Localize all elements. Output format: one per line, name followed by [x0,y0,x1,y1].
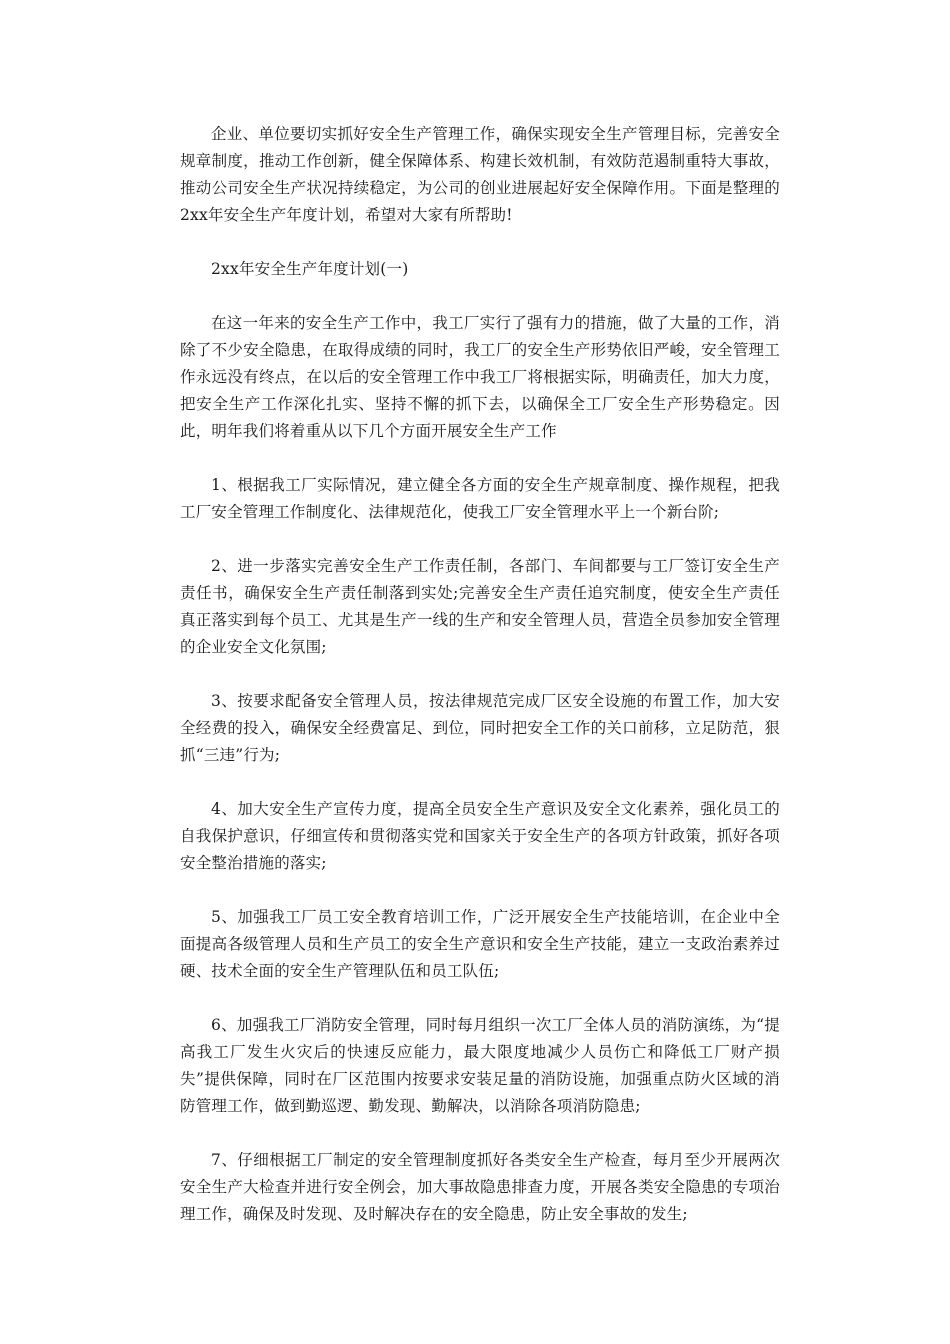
plan-item-2: 2、进一步落实完善安全生产工作责任制，各部门、车间都要与工厂签订安全生产责任书，确保安全生产责任制落到实处;完善安全生产责任追究制度，使安全生产责任真正落实到每个员工、尤其是生产一线的生产和安全管理人员，营造全员参加安全管理的企业安全文化氛围; [180,557,780,656]
intro-paragraph: 企业、单位要切实抓好安全生产管理工作，确保实现安全生产管理目标，完善安全规章制度，推动工作创新，健全保障体系、构建长效机制，有效防范遏制重特大事故，推动公司安全生产状况持续稳定，为公司的创业进展起好安全保障作用。下面是整理的2xx年安全生产年度计划，希望对大家有所帮助! [180,125,780,224]
plan-item-3: 3、按要求配备安全管理人员，按法律规范完成厂区安全设施的布置工作，加大安全经费的投入，确保安全经费富足、到位，同时把安全工作的关口前移，立足防范，狠抓“三违”行为; [180,692,780,764]
plan-item-6: 6、加强我工厂消防安全管理，同时每月组织一次工厂全体人员的消防演练，为“提高我工厂发生火灾后的快速反应能力，最大限度地减少人员伤亡和降低工厂财产损失”提供保障，同时在厂区范围内按要求安装足量的消防设施，加强重点防火区域的消防管理工作，做到勤巡逻、勤发现、勤解决，以消除各项消防隐患; [180,1016,780,1115]
plan-item-5: 5、加强我工厂员工安全教育培训工作，广泛开展安全生产技能培训，在企业中全面提高各级管理人员和生产员工的安全生产意识和安全生产技能，建立一支政治素养过硬、技术全面的安全生产管理队伍和员工队伍; [180,908,780,980]
plan-item-4: 4、加大安全生产宣传力度，提高全员安全生产意识及安全文化素养，强化员工的自我保护意识，仔细宣传和贯彻落实党和国家关于安全生产的各项方针政策，抓好各项安全整治措施的落实; [180,800,780,872]
section-title: 2xx年安全生产年度计划(一) [211,260,409,278]
plan-item-7: 7、仔细根据工厂制定的安全管理制度抓好各类安全生产检查，每月至少开展两次安全生产大检查并进行安全例会，加大事故隐患排查力度，开展各类安全隐患的专项治理工作，确保及时发现、及时解决存在的安全隐患，防止安全事故的发生; [180,1151,780,1223]
document-body [180,121,780,1255]
lead-paragraph: 在这一年来的安全生产工作中，我工厂实行了强有力的措施，做了大量的工作，消除了不少安全隐患，在取得成绩的同时，我工厂的安全生产形势依旧严峻，安全管理工作永远没有终点，在以后的安全管理工作中我工厂将根据实际，明确责任，加大力度，把安全生产工作深化扎实、坚持不懈的抓下去，以确保全工厂安全生产形势稳定。因此，明年我们将着重从以下几个方面开展安全生产工作 [180,314,780,440]
plan-item-1: 1、根据我工厂实际情况，建立健全各方面的安全生产规章制度、操作规程，把我工厂安全管理工作制度化、法律规范化，使我工厂安全管理水平上一个新台阶; [180,476,780,521]
